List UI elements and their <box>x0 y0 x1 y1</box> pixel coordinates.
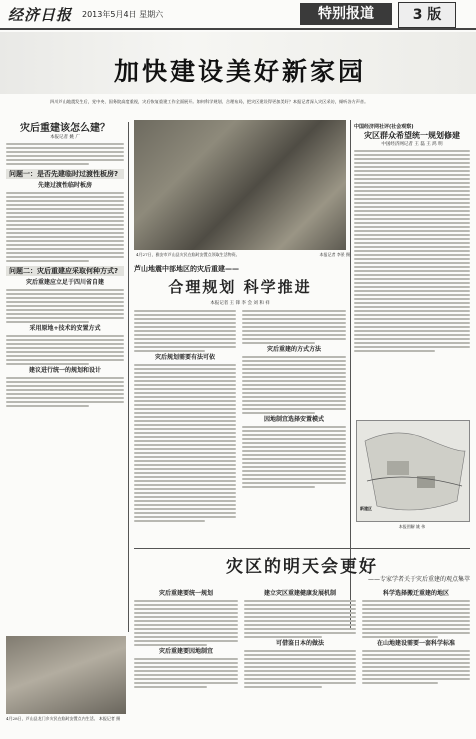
section-rule <box>134 548 470 549</box>
left-byline: 本报记者 姚 广 <box>50 135 80 140</box>
left-subhead-3: 采用原地+技术的安置方式 <box>29 325 101 332</box>
bottom-left-photo <box>6 636 126 714</box>
bottom-col-a <box>134 588 238 734</box>
lead-paragraph: 四川芦山地震发生后，党中央、国务院高度重视，灾后恢复重建工作全面展开。如何科学规划、合理布局，把灾区建设得更加美好？本报记者深入灾区采访，倾听各方声音。 <box>50 99 369 104</box>
text-block <box>6 192 124 262</box>
text-block <box>6 143 124 165</box>
issue-date: 2013年5月4日 星期六 <box>82 10 164 19</box>
bottom-head-5: 科学选择搬迁重建的地区 <box>382 590 449 597</box>
right-byline: 中国经济网记者 王 磊 王 鸿 明 <box>381 142 443 147</box>
bottom-col-c <box>362 588 470 734</box>
bottom-title: 灾区的明天会更好 <box>226 557 378 577</box>
bottom-head-2: 灾后重建要因地制宜 <box>158 648 213 655</box>
map-graphic <box>356 420 470 522</box>
bottom-head-4: 可借鉴日本的做法 <box>275 640 324 647</box>
left-subhead-1: 先建过渡性临时板房 <box>37 182 92 189</box>
left-column <box>6 122 124 632</box>
center-subhead-1: 灾后规划需要有法可依 <box>154 354 215 361</box>
center-byline: 本报记者 王 锋 李 会 刘 和 祥 <box>210 301 270 306</box>
text-block <box>6 335 124 365</box>
center-subhead-3: 因地制宜选择安置模式 <box>263 416 324 423</box>
text-block <box>6 289 124 323</box>
question-heading-2: 问题二：灾后重建应采取何种方式? <box>6 266 124 276</box>
page-number: 3 版 <box>398 2 456 28</box>
left-title: 灾后重建该怎么建？ <box>20 123 110 134</box>
center-photo <box>134 120 346 250</box>
main-headline: 加快建设美好新家园 <box>113 57 366 86</box>
right-kicker: 中国经济网社评(社会观察) <box>354 124 414 130</box>
center-title: 合理规划 科学推进 <box>168 278 312 296</box>
center-photo-credit: 本报记者 李景 摄 <box>319 252 350 257</box>
column-rule <box>128 122 129 632</box>
map-caption: 本报图解 姚 伟 <box>398 524 426 529</box>
text-block <box>6 377 124 407</box>
left-subhead-2: 灾后重建应立足于四川省自建 <box>25 279 104 286</box>
bottom-head-6: 在山地建设需要一套科学标准 <box>376 640 455 647</box>
bottom-subtitle: ——专家学者关于灾后重建的观点集萃 <box>367 576 470 583</box>
left-subhead-4: 建议进行统一的规划和设计 <box>28 367 101 374</box>
center-kicker: 芦山地震中部地区的灾后重建—— <box>134 265 239 273</box>
bottom-col-b <box>244 588 356 734</box>
newspaper-logo: 经济日报 <box>8 6 73 24</box>
bottom-head-3: 建立灾区重建健康发展机制 <box>263 590 336 597</box>
question-heading-1: 问题一：是否先建临时过渡性板房? <box>6 169 124 179</box>
masthead <box>0 0 476 30</box>
center-subhead-2: 灾后重建的方式方法 <box>266 346 321 353</box>
map-svg <box>357 421 469 521</box>
center-photo-caption: 4月27日，雅安市芦山县灾民在临时安置点领取生活物资。 <box>136 252 240 257</box>
bottom-left-photo-caption: 4月28日，芦山县龙门乡灾民在临时安置点内生活。 本报记者 摄 <box>6 716 121 721</box>
map-label: 新建区 <box>360 506 372 511</box>
section-label: 特别报道 <box>300 3 392 25</box>
right-title: 灾区群众希望统一规划修建 <box>364 131 460 140</box>
bottom-head-1: 灾后重建要统一规划 <box>158 590 213 597</box>
